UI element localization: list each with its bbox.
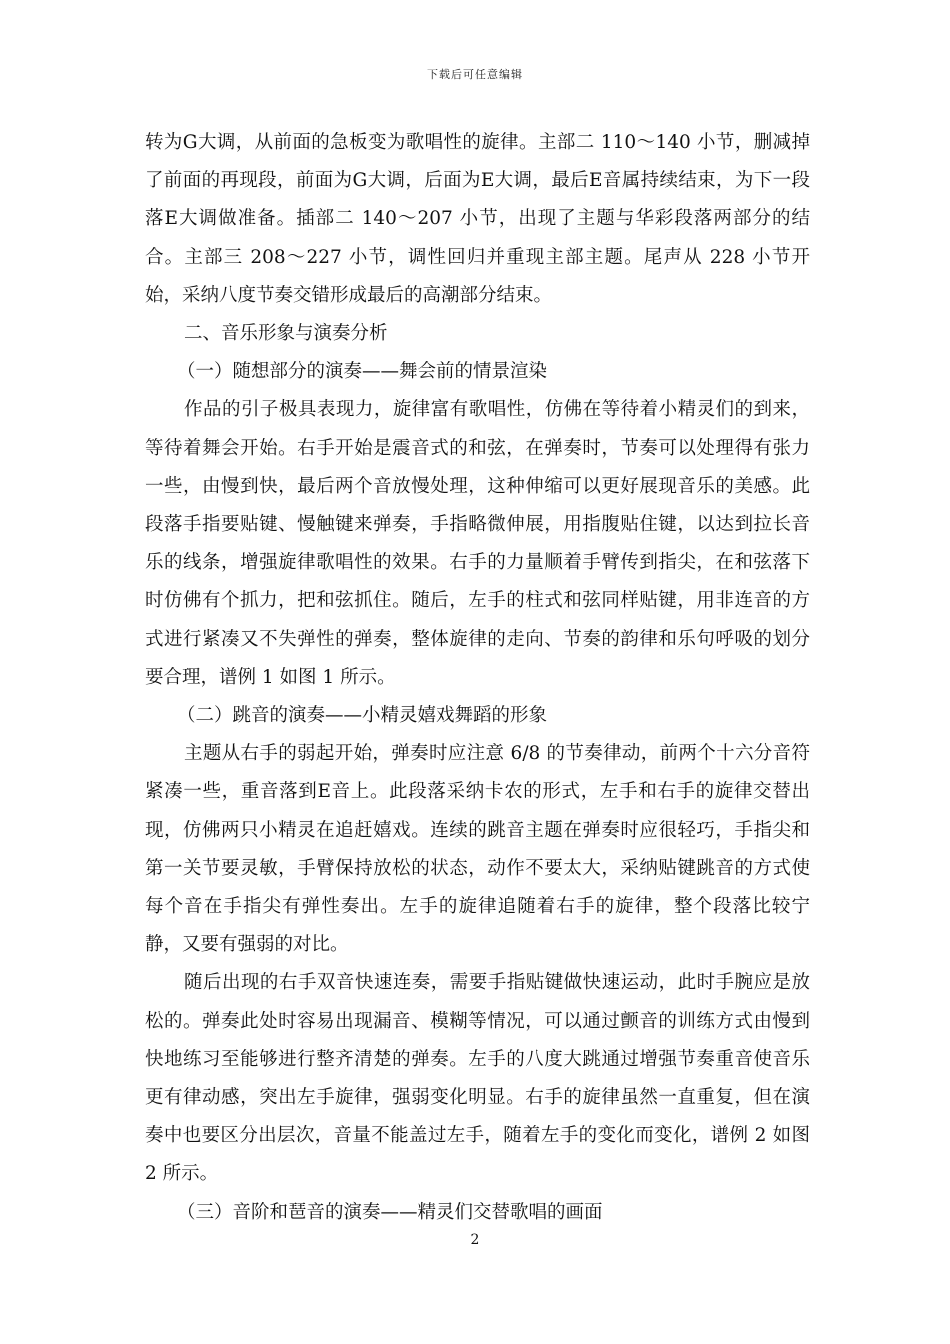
subsection-heading-2: （二）跳音的演奏——小精灵嬉戏舞蹈的形象 [177,705,548,727]
body-paragraph-intro: 作品的引子极具表现力，旋律富有歌唱性，仿佛在等待着小精灵们的到来，等待着舞会开始。右手开始是震音式的和弦，在弹奏时，节奏可以处理得有张力一些，由慢到快，最后两个音放慢处理，这种伸缩可以更好展现音乐的美感。此段落手指要贴键、慢触键来弹奏，手指略微伸展，用指腹贴住键，以达到拉长音乐的线条，增强旋律歌唱性的效果。右手的力量顺着手臂传到指尖，在和弦落下时仿佛有个抓力，把和弦抓住。随后，左手的柱式和弦同样贴键，用非连音的方式进行紧凑又不失弹性的弹奏，整体旋律的走向、节奏的韵律和乐句呼吸的划分要合理，谱例 1 如图 1 所示。 [145,399,810,688]
body-paragraph-double-notes: 随后出现的右手双音快速连奏，需要手指贴键做快速运动，此时手腕应是放松的。弹奏此处时容易出现漏音、模糊等情况，可以通过颤音的训练方式由慢到快地练习至能够进行整齐清楚的弹奏。左手的八度大跳通过增强节奏重音使音乐更有律动感，突出左手旋律，强弱变化明显。右手的旋律虽然一直重复，但在演奏中也要区分出层次，音量不能盖过左手，随着左手的变化而变化，谱例 2 如图 2 所示。 [145,972,810,1185]
body-paragraph-staccato: 主题从右手的弱起开始，弹奏时应注意 6/8 的节奏律动，前两个十六分音符紧凑一些，重音落到E音上。此段落采纳卡农的形式，左手和右手的旋律交替出现，仿佛两只小精灵在追赶嬉戏。连续的跳音主题在弹奏时应很轻巧，手指尖和第一关节要灵敏，手臂保持放松的状态，动作不要太大，采纳贴键跳音的方式使每个音在手指尖有弹性奏出。左手的旋律追随着右手的旋律，整个段落比较宁静，又要有强弱的对比。 [145,743,810,956]
body-paragraph-continuation: 转为G大调，从前面的急板变为歌唱性的旋律。主部二 110～140 小节，删减掉了前面的再现段，前面为G大调，后面为E大调，最后E音属持续结束，为下一段落E大调做准备。插部二 140～207 小节，出现了主题与华彩段落两部分的结合。主部三 208～227 小节，调性回归并重现主部主题。尾声从 228 小节开始，采纳八度节奏交错形成最后的高潮部分结束。 [145,132,810,306]
page-header: 下载后可任意编辑 [427,68,523,81]
subsection-heading-1: （一）随想部分的演奏——舞会前的情景渲染 [177,361,548,383]
page-number: 2 [470,1232,480,1248]
section-heading: 二、音乐形象与演奏分析 [184,323,388,345]
subsection-heading-3: （三）音阶和琶音的演奏——精灵们交替歌唱的画面 [177,1201,603,1223]
document-body [145,124,810,1232]
